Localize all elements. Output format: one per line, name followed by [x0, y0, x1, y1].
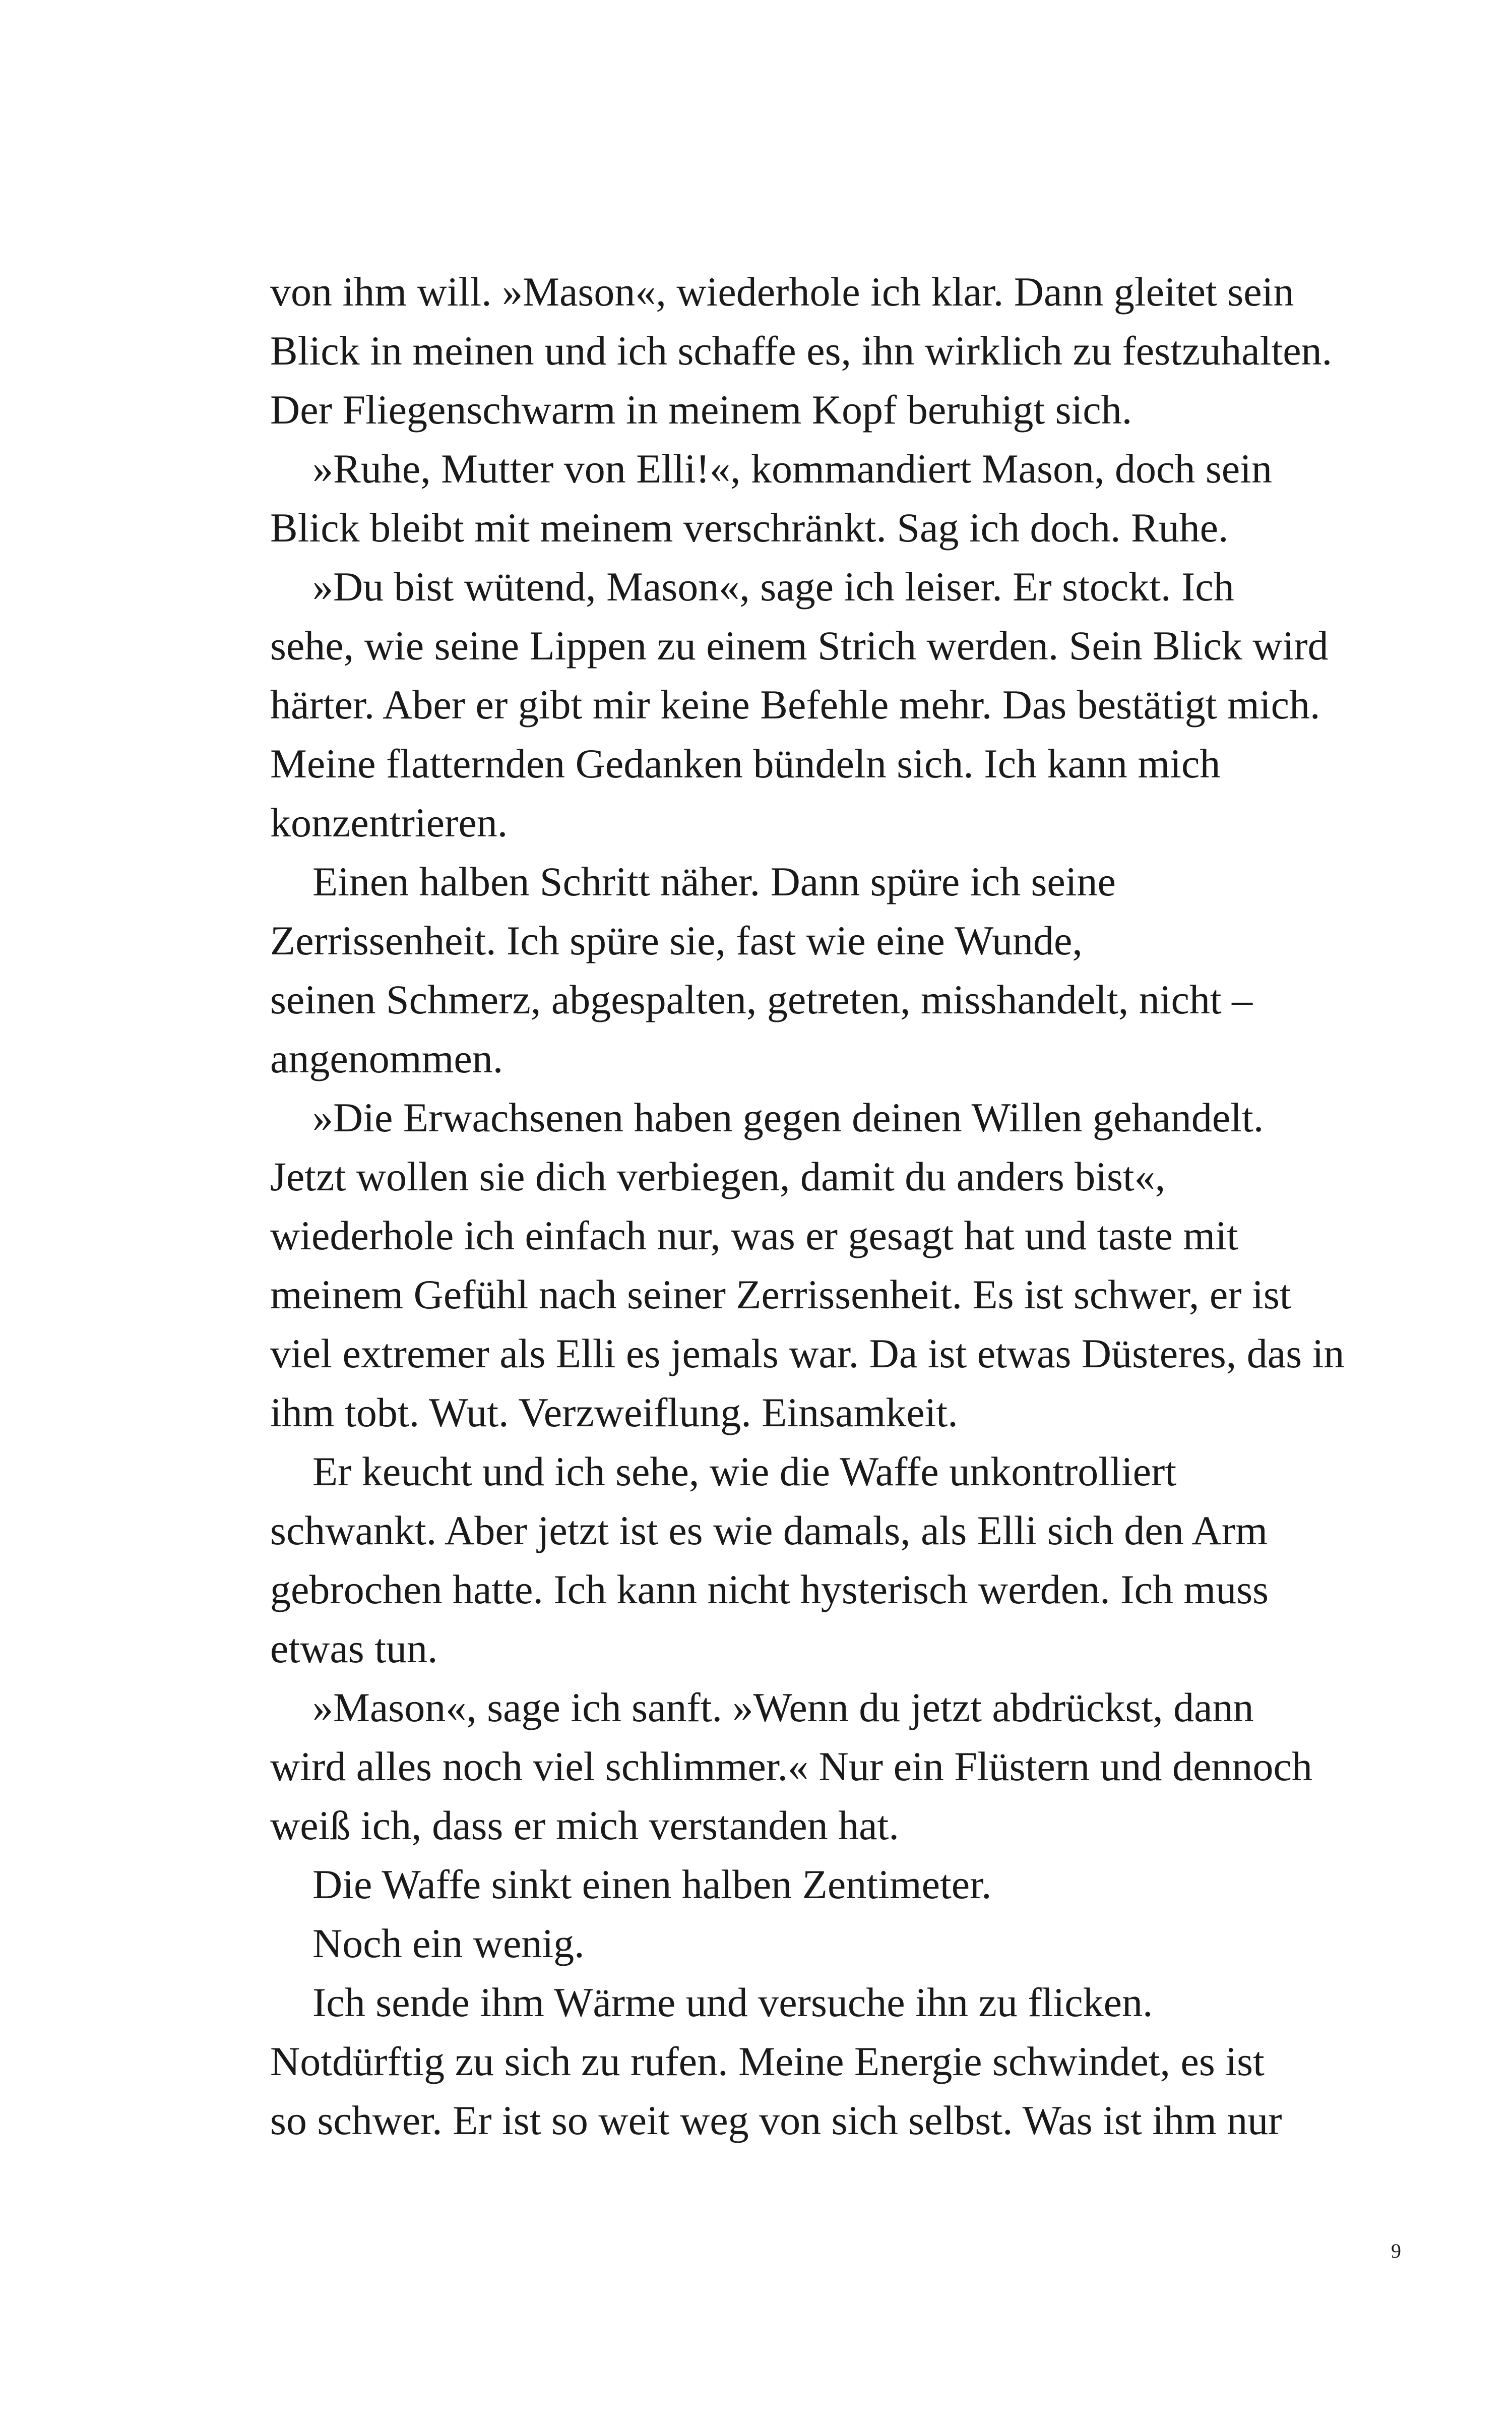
text-line: weiß ich, dass er mich verstanden hat.	[270, 1802, 899, 1848]
text-line: Blick in meinen und ich schaffe es, ihn wirklich zu festzuhalten.	[270, 328, 1333, 374]
text-line: Ich sende ihm Wärme und versuche ihn zu flicken.	[312, 1979, 1153, 2025]
text-line: sehe, wie seine Lippen zu einem Strich werden. Sein Blick wird	[270, 623, 1329, 669]
text-line: etwas tun.	[270, 1625, 438, 1671]
text-line: angenommen.	[270, 1036, 503, 1081]
body-text	[270, 262, 1399, 2150]
text-line: wird alles noch viel schlimmer.« Nur ein Flüstern und dennoch	[270, 1743, 1312, 1789]
text-line: härter. Aber er gibt mir keine Befehle mehr. Das bestätigt mich.	[270, 682, 1320, 728]
text-line: Jetzt wollen sie dich verbiegen, damit du anders bist«,	[270, 1154, 1166, 1199]
text-line: Einen halben Schritt näher. Dann spüre ich seine	[312, 859, 1116, 904]
text-line: Die Waffe sinkt einen halben Zentimeter.	[312, 1861, 992, 1907]
text-line: »Ruhe, Mutter von Elli!«, kommandiert Mason, doch sein	[312, 446, 1272, 492]
text-line: Noch ein wenig.	[312, 1920, 585, 1966]
text-line: viel extremer als Elli es jemals war. Da ist etwas Düsteres, das in	[270, 1330, 1345, 1376]
text-line: seinen Schmerz, abgespalten, getreten, misshandelt, nicht –	[270, 977, 1253, 1022]
text-line: »Mason«, sage ich sanft. »Wenn du jetzt abdrückst, dann	[312, 1684, 1254, 1730]
page-number: 9	[1391, 2240, 1401, 2262]
text-line: wiederhole ich einfach nur, was er gesagt hat und taste mit	[270, 1213, 1238, 1258]
text-line: gebrochen hatte. Ich kann nicht hysterisch werden. Ich muss	[270, 1566, 1269, 1612]
text-line: so schwer. Er ist so weit weg von sich selbst. Was ist ihm nur	[270, 2097, 1282, 2143]
text-line: ihm tobt. Wut. Verzweiflung. Einsamkeit.	[270, 1389, 958, 1435]
text-line: Zerrissenheit. Ich spüre sie, fast wie eine Wunde,	[270, 918, 1083, 963]
text-line: Blick bleibt mit meinem verschränkt. Sag ich doch. Ruhe.	[270, 505, 1229, 551]
text-line: schwankt. Aber jetzt ist es wie damals, als Elli sich den Arm	[270, 1507, 1268, 1553]
text-line: »Du bist wütend, Mason«, sage ich leiser. Er stockt. Ich	[312, 564, 1234, 610]
text-line: »Die Erwachsenen haben gegen deinen Willen gehandelt.	[312, 1095, 1264, 1140]
text-line: Meine flatternden Gedanken bündeln sich. Ich kann mich	[270, 741, 1221, 786]
text-line: Notdürftig zu sich zu rufen. Meine Energie schwindet, es ist	[270, 2038, 1265, 2084]
text-line: Der Fliegenschwarm in meinem Kopf beruhigt sich.	[270, 387, 1132, 433]
text-line: konzentrieren.	[270, 800, 508, 845]
text-line: von ihm will. »Mason«, wiederhole ich klar. Dann gleitet sein	[270, 269, 1294, 315]
text-line: meinem Gefühl nach seiner Zerrissenheit. Es ist schwer, er ist	[270, 1272, 1291, 1317]
text-line: Er keucht und ich sehe, wie die Waffe unkontrolliert	[312, 1448, 1177, 1494]
